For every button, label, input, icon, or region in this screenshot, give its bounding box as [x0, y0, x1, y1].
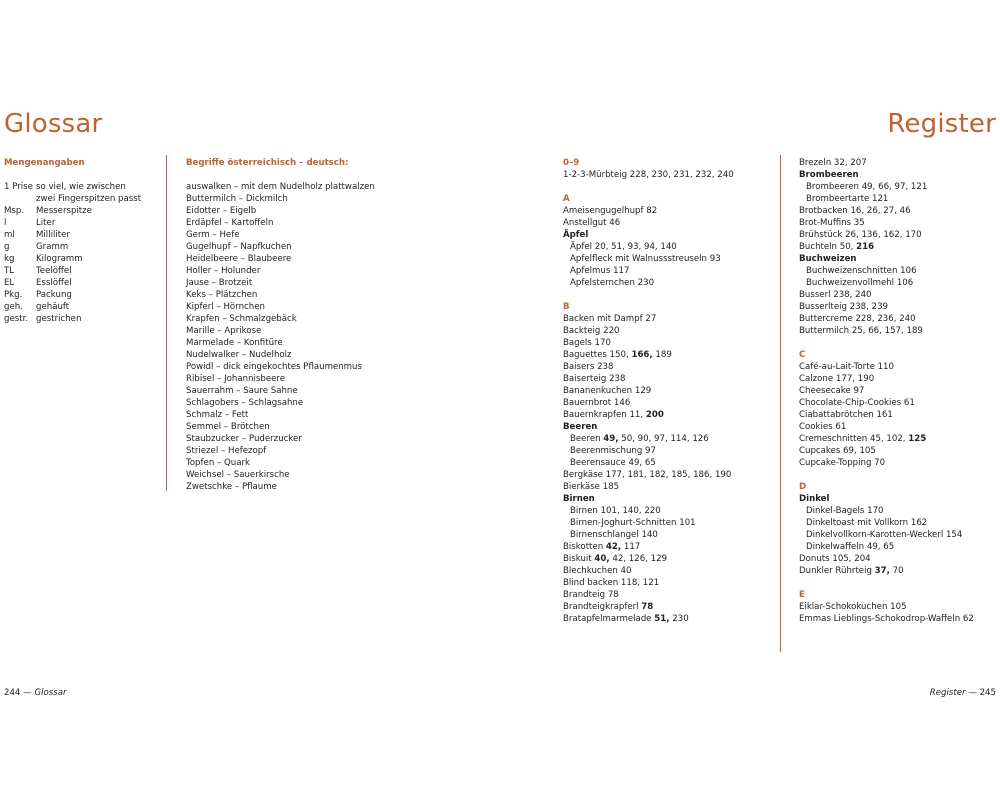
measure-desc-line: Esslöffel [36, 278, 72, 288]
index-page-ref: 238, 240 [833, 290, 872, 300]
index-page-ref: 162 [910, 518, 928, 528]
measure-row [4, 265, 154, 277]
measure-abbr: TL [4, 266, 15, 276]
index-term: Blind backen [563, 578, 619, 588]
index-entry [563, 205, 768, 217]
index-page-ref: 40 [620, 566, 632, 576]
index-page-ref: 20, 51, 93, 94, 140 [594, 242, 677, 252]
terms-list [186, 181, 386, 493]
index-page-ref: 216 [856, 242, 875, 252]
index-page-ref: 117 [621, 542, 641, 552]
index-subentry [563, 253, 768, 265]
index-subentry [799, 517, 999, 529]
index-subentry [563, 433, 768, 445]
index-page-ref: 228, 230, 231, 232, 240 [629, 170, 734, 180]
index-column-1 [563, 157, 768, 625]
index-page-ref: 238, 239 [849, 302, 889, 312]
index-term: Bagels [563, 338, 592, 348]
index-term: Buchweizenvollmehl [806, 278, 895, 288]
index-page-ref: 97 [853, 386, 865, 396]
index-page-ref: 49, 66, 97, 121 [861, 182, 928, 192]
index-term: Beerensauce [570, 458, 626, 468]
index-page-ref: 121 [872, 194, 889, 204]
term-item: Nudelwalker – Nudelholz [186, 350, 292, 360]
term-item: Ribisel – Johannisbeere [186, 374, 286, 384]
index-term: Birnenschlangel [570, 530, 639, 540]
index-term: Cremeschnitten [799, 434, 868, 444]
index-subentry [799, 277, 999, 289]
index-group-heading: Dinkel [799, 494, 830, 504]
index-term: Brühstück [799, 230, 843, 240]
index-page-ref: 161 [876, 410, 893, 420]
index-page-ref: 129 [634, 386, 652, 396]
measure-desc [36, 253, 154, 265]
index-page-ref: 185 [602, 482, 620, 492]
index-section-letter: D [799, 482, 807, 492]
index-page-ref: 106 [900, 266, 917, 276]
index-entry [563, 589, 768, 601]
index-term: Dinkelwaffeln [806, 542, 865, 552]
measure-desc [36, 229, 154, 241]
index-subentry [563, 445, 768, 457]
index-entry [563, 325, 768, 337]
index-page-ref: 78 [607, 590, 619, 600]
index-page-ref: 105 [890, 602, 907, 612]
index-page-ref: 177, 181, 182, 185, 186, 190 [605, 470, 732, 480]
footer-left-number: 244 — [4, 688, 32, 698]
term-item: Jause – Brotzeit [186, 278, 253, 288]
index-entry [563, 373, 768, 385]
measure-desc [36, 181, 154, 205]
index-page-ref: 177, 190 [835, 374, 875, 384]
index-term: Café-au-Lait-Torte [799, 362, 875, 372]
index-term: Bierkäse [563, 482, 600, 492]
index-page-ref: 117 [613, 266, 630, 276]
index-page-ref: 42, [605, 542, 622, 552]
index-entry [799, 289, 999, 301]
index-page-ref: 50, 90, 97, 114, 126 [618, 434, 709, 444]
index-term: Apfelsternchen [570, 278, 635, 288]
term-item: Topfen – Quark [186, 458, 251, 468]
measure-abbr: ml [4, 230, 15, 240]
measure-row [4, 229, 154, 241]
index-term: Dinkel-Bagels [806, 506, 865, 516]
measures-list [4, 181, 154, 325]
measure-desc-line: gehäuft [36, 302, 70, 312]
index-term: Dunkler Rührteig [799, 566, 872, 576]
measure-desc [36, 301, 154, 313]
index-term: Calzone [799, 374, 834, 384]
index-page-ref: 150, [609, 350, 632, 360]
index-term: Backteig [563, 326, 601, 336]
index-group-heading: Birnen [563, 494, 595, 504]
index-group-heading: Brombeeren [799, 170, 859, 180]
index-page-ref: 170 [594, 338, 611, 348]
measure-desc [36, 277, 154, 289]
index-page-ref: 97 [645, 446, 656, 456]
index-term: Brandteig [563, 590, 606, 600]
index-term: Brombeeren [806, 182, 859, 192]
index-page-ref: 230 [637, 278, 655, 288]
column-divider [166, 155, 167, 491]
index-subentry [563, 277, 768, 289]
term-item: Schmalz – Fett [186, 410, 249, 420]
index-term: Äpfel [570, 242, 593, 252]
term-item: Striezel – Hefezopf [186, 446, 267, 456]
index-entry [799, 433, 999, 445]
measure-desc [36, 289, 154, 301]
measures-column [4, 157, 154, 325]
measure-desc [36, 265, 154, 277]
index-page-ref: 118, 121 [620, 578, 660, 588]
index-term: Eiklar-Schokokuchen [799, 602, 888, 612]
index-page-ref: 82 [646, 206, 658, 216]
index-page-ref: 49, 65 [628, 458, 656, 468]
footer-right-number: — 245 [968, 688, 996, 698]
measure-abbr: Pkg. [4, 290, 23, 300]
index-entry [799, 217, 999, 229]
term-item: Eidotter – Eigelb [186, 206, 257, 216]
term-item: Erdäpfel – Kartoffeln [186, 218, 274, 228]
index-term: Dinkelvollkorn-Karotten-Weckerl [806, 530, 944, 540]
measure-abbr: EL [4, 278, 15, 288]
index-page-ref: 106 [896, 278, 914, 288]
index-page-ref: 51, [654, 614, 670, 624]
index-term: Brot-Muffins [799, 218, 852, 228]
index-entry [799, 457, 999, 469]
index-term: Ameisengugelhupf [563, 206, 644, 216]
index-term: Busserlteig [799, 302, 848, 312]
index-page-ref: 70 [889, 566, 904, 576]
terms-column [186, 157, 386, 493]
index-term: Busserl [799, 290, 831, 300]
index-page-ref: 93 [709, 254, 721, 264]
index-entry [563, 553, 768, 565]
index-entry [563, 361, 768, 373]
index-page-ref: 189 [652, 350, 672, 360]
index-section-letter: C [799, 350, 806, 360]
index-page-ref: 61 [903, 398, 915, 408]
index-term: Ciabattabrötchen [799, 410, 874, 420]
index-entry [799, 385, 999, 397]
index-term: 1-2-3-Mürbteig [563, 170, 628, 180]
term-item: Kipferl – Hörnchen [186, 302, 265, 312]
term-item: auswalken – mit dem Nudelholz plattwalzen [186, 182, 375, 192]
index-subentry [799, 505, 999, 517]
index-term: Cheesecake [799, 386, 851, 396]
index-term: Buttercreme [799, 314, 853, 324]
index-term: Bauernbrot [563, 398, 612, 408]
term-item: Semmel – Brötchen [186, 422, 270, 432]
index-entry [799, 325, 999, 337]
index-entry [563, 409, 768, 421]
index-column-divider [780, 155, 781, 652]
measure-row [4, 181, 154, 205]
index-entry [799, 565, 999, 577]
index-term: Buttermilch [799, 326, 850, 336]
measure-desc [36, 241, 154, 253]
index-entry [799, 613, 999, 625]
index-page-ref: 35 [853, 218, 865, 228]
measure-desc-line: gestrichen [36, 314, 82, 324]
index-page-ref: 40, [594, 554, 610, 564]
measure-abbr: Msp. [4, 206, 25, 216]
measure-row [4, 277, 154, 289]
index-page-ref: 105, 204 [832, 554, 871, 564]
index-page-ref: 110 [877, 362, 894, 372]
index-term: Blechkuchen [563, 566, 618, 576]
index-page-ref: 27 [645, 314, 657, 324]
index-term: Cupcake-Topping [799, 458, 872, 468]
index-entry [799, 241, 999, 253]
index-section-letter: B [563, 302, 570, 312]
index-term: Bratapfelmarmelade [563, 614, 652, 624]
index-term: Baisers [563, 362, 595, 372]
measure-desc-line: Milliliter [36, 230, 70, 240]
index-entry [563, 541, 768, 553]
index-subentry [799, 193, 999, 205]
index-page-ref: 78 [641, 602, 654, 612]
index-entry [799, 397, 999, 409]
index-entry [563, 337, 768, 349]
footer-left-label: Glossar [34, 688, 67, 698]
index-entry [799, 553, 999, 565]
index-page-ref: 146 [613, 398, 631, 408]
term-item: Heidelbeere – Blaubeere [186, 254, 292, 264]
measure-desc-line: Gramm [36, 242, 69, 252]
index-entry [563, 481, 768, 493]
terms-heading: Begriffe österreichisch – deutsch: [186, 158, 349, 168]
term-item: Keks – Plätzchen [186, 290, 258, 300]
index-subentry [563, 457, 768, 469]
index-entry [799, 229, 999, 241]
index-term: Buchweizenschnitten [806, 266, 898, 276]
index-page-ref: 230 [669, 614, 689, 624]
term-item: Schlagobers – Schlagsahne [186, 398, 304, 408]
index-page-ref: 125 [908, 434, 927, 444]
index-entry [563, 469, 768, 481]
measure-desc [36, 205, 154, 217]
index-entry [563, 169, 768, 181]
footer-left [4, 688, 67, 698]
index-page-ref: 154 [945, 530, 963, 540]
index-term: Dinkeltoast mit Vollkorn [806, 518, 909, 528]
measure-row [4, 313, 154, 325]
measure-desc [36, 313, 154, 325]
measure-abbr: gestr. [4, 314, 29, 324]
index-page-ref: 62 [962, 614, 974, 624]
measure-desc-line: Messerspitze [36, 206, 92, 216]
index-entry [563, 349, 768, 361]
index-page-ref: 46 [609, 218, 621, 228]
index-term: Buchteln [799, 242, 838, 252]
measure-desc-line: Packung [36, 290, 72, 300]
index-term: Bananenkuchen [563, 386, 633, 396]
index-term: Cupcakes [799, 446, 841, 456]
index-entry [799, 301, 999, 313]
index-page-ref: 170 [867, 506, 884, 516]
measures-heading: Mengenangaben [4, 158, 85, 168]
index-subentry [563, 241, 768, 253]
index-subentry [799, 181, 999, 193]
index-subentry [799, 529, 999, 541]
index-entry [563, 565, 768, 577]
index-entry [563, 601, 768, 613]
term-item: Powidl – dick eingekochtes Pflaumenmus [186, 362, 362, 372]
index-page-ref: 32, 207 [833, 158, 867, 168]
index-section-letter: A [563, 194, 570, 204]
index-term: Biskuit [563, 554, 592, 564]
index-page-ref: 200 [645, 410, 664, 420]
measure-desc-line: so viel, wie zwischen [36, 182, 126, 192]
index-term: Brombeertarte [806, 194, 870, 204]
index-page-ref: 238 [609, 374, 626, 384]
index-term: Birnen-Joghurt-Schnitten [570, 518, 677, 528]
term-item: Zwetschke – Pflaume [186, 482, 277, 492]
index-column-2 [799, 157, 999, 625]
index-term: Donuts [799, 554, 830, 564]
index-page-ref: 101, 140, 220 [600, 506, 661, 516]
index-page-ref: 26, 136, 162, 170 [845, 230, 922, 240]
index-term: Baguettes [563, 350, 607, 360]
measure-abbr: l [4, 218, 7, 228]
index-subentry [799, 265, 999, 277]
measure-abbr: geh. [4, 302, 23, 312]
index-page-ref: 61 [835, 422, 847, 432]
index-group-heading: Buchweizen [799, 254, 857, 264]
index-section-letter: 0–9 [563, 158, 580, 168]
term-item: Krapfen – Schmalzgebäck [186, 314, 297, 324]
index-term: Brotbacken [799, 206, 848, 216]
index-entry [799, 373, 999, 385]
term-item: Gugelhupf – Napfkuchen [186, 242, 292, 252]
term-item: Sauerrahm – Saure Sahne [186, 386, 298, 396]
index-entry [799, 157, 999, 169]
index-term: Cookies [799, 422, 833, 432]
measure-row [4, 289, 154, 301]
index-page-ref: 238 [597, 362, 614, 372]
index-page-ref: 11, [629, 410, 646, 420]
index-page-ref: 42, 126, 129 [609, 554, 668, 564]
term-item: Holler – Holunder [186, 266, 261, 276]
measure-row [4, 253, 154, 265]
index-page-ref: 45, 102, [869, 434, 909, 444]
measure-desc-line: zwei Fingerspitzen passt [36, 194, 142, 204]
measure-row [4, 241, 154, 253]
index-section-letter: E [799, 590, 805, 600]
measure-desc-line: Liter [36, 218, 56, 228]
index-page-ref: 140 [641, 530, 658, 540]
index-term: Birnen [570, 506, 598, 516]
index-page-ref: 101 [679, 518, 696, 528]
index-entry [563, 613, 768, 625]
measure-abbr: 1 Prise [4, 182, 33, 192]
index-page-ref: 49, 65 [866, 542, 895, 552]
index-term: Chocolate-Chip-Cookies [799, 398, 902, 408]
term-item: Germ – Hefe [186, 230, 240, 240]
measure-row [4, 205, 154, 217]
index-entry [563, 385, 768, 397]
index-entry [563, 217, 768, 229]
index-page-ref: 16, 26, 27, 46 [850, 206, 911, 216]
index-entry [799, 205, 999, 217]
term-item: Marmelade – Konfitüre [186, 338, 283, 348]
measure-row [4, 301, 154, 313]
index-subentry [563, 529, 768, 541]
index-entry [799, 601, 999, 613]
index-term: Apfelfleck mit Walnussstreuseln [570, 254, 708, 264]
index-subentry [563, 505, 768, 517]
index-page-ref: 37, [874, 566, 890, 576]
index-term: Brezeln [799, 158, 832, 168]
index-entry [563, 577, 768, 589]
measure-abbr: kg [4, 254, 15, 264]
index-entry [799, 421, 999, 433]
index-subentry [563, 265, 768, 277]
index-term: Bauernkrapfen [563, 410, 627, 420]
index-term: Baiserteig [563, 374, 607, 384]
index-entry [563, 313, 768, 325]
footer-right [930, 688, 996, 698]
index-page-ref: 220 [603, 326, 620, 336]
index-subentry [563, 517, 768, 529]
measure-desc-line: Kilogramm [36, 254, 83, 264]
register-title: Register [887, 109, 996, 140]
term-item: Marille – Aprikose [186, 326, 262, 336]
index-page-ref: 69, 105 [843, 446, 876, 456]
glossary-title: Glossar [4, 109, 103, 140]
index-term: Backen mit Dampf [563, 314, 643, 324]
index-page-ref: 70 [874, 458, 886, 468]
index-term: Brandteigkrapferl [563, 602, 639, 612]
index-term: Biskotten [563, 542, 604, 552]
index-page-ref: 25, 66, 157, 189 [851, 326, 923, 336]
index-entry [799, 409, 999, 421]
index-term: Emmas Lieblings-Schokodrop-Waffeln [799, 614, 961, 624]
term-item: Staubzucker – Puderzucker [186, 434, 302, 444]
index-page-ref: 228, 236, 240 [855, 314, 916, 324]
index-group-heading: Äpfel [563, 230, 589, 240]
index-page-ref: 166, [631, 350, 653, 360]
index-subentry [799, 541, 999, 553]
index-term: Beerenmischung [570, 446, 643, 456]
index-entry [799, 445, 999, 457]
measure-desc-line: Teelöffel [36, 266, 72, 276]
index-group-heading: Beeren [563, 422, 598, 432]
measure-abbr: g [4, 242, 10, 252]
index-page-ref: 50, [839, 242, 857, 252]
term-item: Weichsel – Sauerkirsche [186, 470, 290, 480]
index-term: Bergkäse [563, 470, 603, 480]
index-term: Beeren [570, 434, 601, 444]
index-entry [563, 397, 768, 409]
measure-row [4, 217, 154, 229]
term-item: Buttermilch – Dickmilch [186, 194, 288, 204]
index-entry [799, 313, 999, 325]
index-term: Anstellgut [563, 218, 607, 228]
measure-desc [36, 217, 154, 229]
index-entry [799, 361, 999, 373]
index-page-ref: 49, [603, 434, 619, 444]
index-term: Apfelmus [570, 266, 611, 276]
footer-right-label: Register [929, 688, 966, 698]
